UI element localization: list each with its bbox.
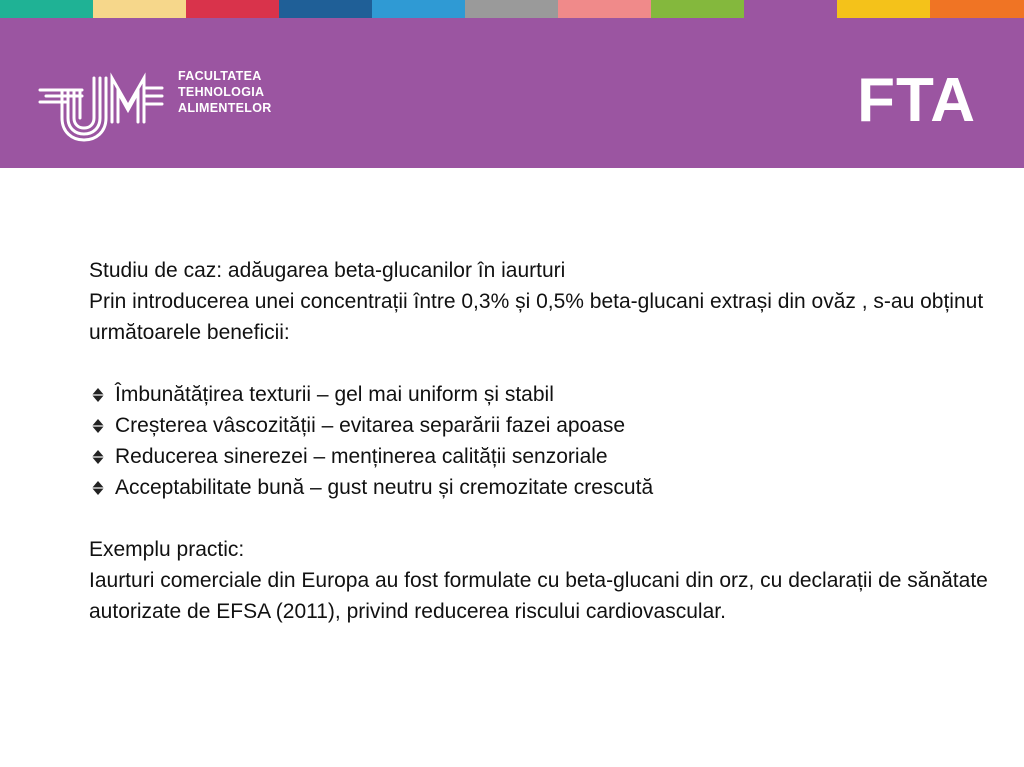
benefits-list: [89, 379, 989, 503]
faculty-line: FACULTATEA: [178, 69, 262, 83]
list-item: [89, 410, 989, 441]
fta-logo-text: FTA: [857, 66, 976, 135]
slide-content: [89, 255, 989, 627]
faculty-line: ALIMENTELOR: [178, 101, 272, 115]
diamond-bullet-icon: [91, 480, 105, 496]
header-banner: [0, 18, 1024, 168]
example-paragraph: Iaurturi comerciale din Europa au fost formulate cu beta-glucani din orz, cu declarații de sănătate autorizate de EFSA (2011), privind reducerea riscului cardiovascular.: [89, 569, 988, 623]
list-item: [89, 441, 989, 472]
faculty-name: [178, 68, 272, 116]
diamond-bullet-icon: [91, 418, 105, 434]
intro-paragraph: Prin introducerea unei concentrații între 0,3% și 0,5% beta-glucani extrași din ovăz , s-au obținut următoarele beneficii:: [89, 290, 984, 344]
spacer: [89, 503, 989, 534]
strip-segment: [744, 0, 837, 18]
strip-segment: [651, 0, 744, 18]
strip-segment: [558, 0, 651, 18]
color-strip: [0, 0, 1024, 18]
spacer: [89, 348, 989, 379]
diamond-bullet-icon: [91, 387, 105, 403]
strip-segment: [372, 0, 465, 18]
strip-segment: [279, 0, 372, 18]
strip-segment: [465, 0, 558, 18]
benefit-text: Îmbunătățirea texturii – gel mai uniform și stabil: [115, 383, 554, 406]
benefit-text: Reducerea sinerezei – menținerea calității senzoriale: [115, 445, 608, 468]
diamond-bullet-icon: [91, 449, 105, 465]
benefit-text: Creșterea vâscozității – evitarea separării fazei apoase: [115, 414, 626, 437]
strip-segment: [930, 0, 1024, 18]
benefit-text: Acceptabilitate bună – gust neutru și cremozitate crescută: [115, 476, 654, 499]
utm-logo: [36, 66, 166, 156]
strip-segment: [0, 0, 93, 18]
case-study-title: Studiu de caz: adăugarea beta-glucanilor în iaurturi: [89, 259, 566, 282]
strip-segment: [837, 0, 930, 18]
strip-segment: [186, 0, 279, 18]
strip-segment: [93, 0, 186, 18]
list-item: [89, 379, 989, 410]
list-item: [89, 472, 989, 503]
faculty-line: TEHNOLOGIA: [178, 85, 265, 99]
example-heading: Exemplu practic:: [89, 538, 245, 561]
